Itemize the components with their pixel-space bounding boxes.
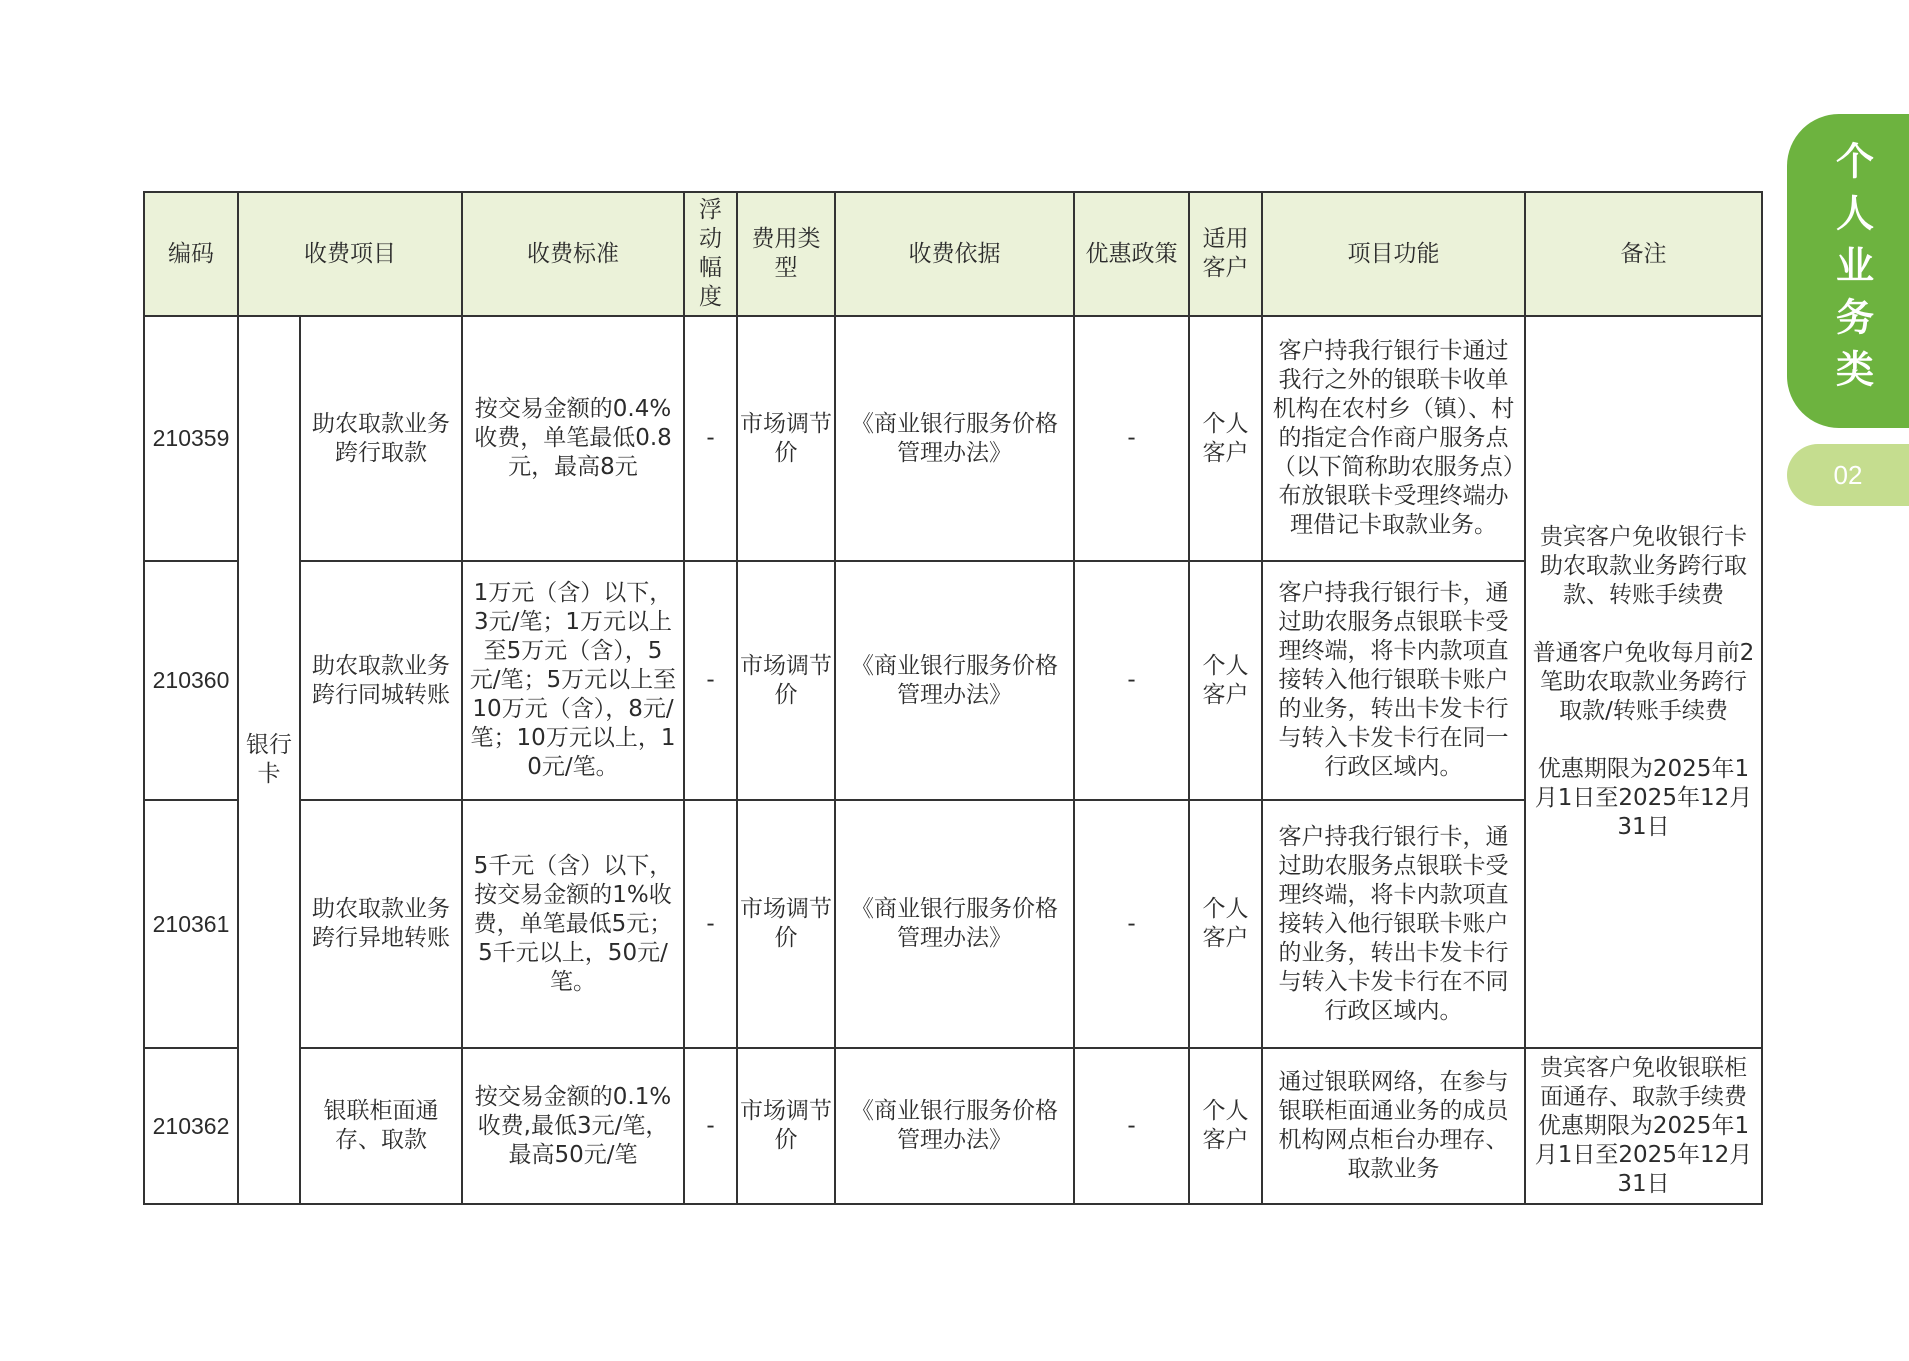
row-float: - (684, 561, 737, 800)
header-note: 备注 (1525, 192, 1762, 316)
row-item: 银联柜面通存、取款 (300, 1048, 462, 1204)
row-customer: 个人客户 (1189, 316, 1262, 561)
row-float: - (684, 800, 737, 1048)
header-float: 浮动幅度 (684, 192, 737, 316)
section-tab[interactable] (1787, 114, 1909, 428)
table-header-row (144, 192, 1762, 316)
row-basis: 《商业银行服务价格管理办法》 (835, 561, 1074, 800)
row-code: 210361 (144, 800, 238, 1048)
header-standard: 收费标准 (462, 192, 684, 316)
row-discount: - (1074, 1048, 1189, 1204)
row-fee-type: 市场调节价 (737, 316, 835, 561)
row-fee-type: 市场调节价 (737, 561, 835, 800)
row-basis: 《商业银行服务价格管理办法》 (835, 1048, 1074, 1204)
row-customer: 个人客户 (1189, 1048, 1262, 1204)
header-customer: 适用客户 (1189, 192, 1262, 316)
row-discount: - (1074, 316, 1189, 561)
row-code: 210360 (144, 561, 238, 800)
row-standard: 按交易金额的0.1%收费,最低3元/笔，最高50元/笔 (462, 1048, 684, 1204)
row-float: - (684, 1048, 737, 1204)
row-float: - (684, 316, 737, 561)
table-row (144, 800, 1762, 1048)
row-discount: - (1074, 800, 1189, 1048)
row-note-merged: 贵宾客户免收银行卡助农取款业务跨行取款、转账手续费 普通客户免收每月前2笔助农取款业务跨行取款/转账手续费 优惠期限为2025年1月1日至2025年12月31日 (1525, 316, 1762, 1048)
row-code: 210359 (144, 316, 238, 561)
row-function: 通过银联网络，在参与银联柜面通业务的成员机构网点柜台办理存、取款业务 (1262, 1048, 1525, 1204)
row-basis: 《商业银行服务价格管理办法》 (835, 800, 1074, 1048)
row-code: 210362 (144, 1048, 238, 1204)
section-tab-label: 个人业务类 (1829, 141, 1874, 401)
row-standard: 5千元（含）以下，按交易金额的1%收费，单笔最低5元；5千元以上，50元/笔。 (462, 800, 684, 1048)
table-row (144, 1048, 1762, 1204)
row-fee-type: 市场调节价 (737, 1048, 835, 1204)
row-function: 客户持我行银行卡，通过助农服务点银联卡受理终端，将卡内款项直接转入他行银联卡账户的业务，转出卡发卡行与转入卡发卡行在同一行政区域内。 (1262, 561, 1525, 800)
header-fee-type: 费用类型 (737, 192, 835, 316)
row-discount: - (1074, 561, 1189, 800)
row-note-last: 贵宾客户免收银联柜面通存、取款手续费 优惠期限为2025年1月1日至2025年12月31日 (1525, 1048, 1762, 1204)
row-customer: 个人客户 (1189, 800, 1262, 1048)
row-item: 助农取款业务跨行异地转账 (300, 800, 462, 1048)
row-fee-type: 市场调节价 (737, 800, 835, 1048)
row-function: 客户持我行银行卡通过我行之外的银联卡收单机构在农村乡（镇）、村的指定合作商户服务点（以下简称助农服务点）布放银联卡受理终端办理借记卡取款业务。 (1262, 316, 1525, 561)
header-item: 收费项目 (238, 192, 462, 316)
fee-table (143, 191, 1763, 1205)
table-row (144, 561, 1762, 800)
header-basis: 收费依据 (835, 192, 1074, 316)
category-cell: 银行卡 (238, 316, 300, 1204)
header-function: 项目功能 (1262, 192, 1525, 316)
row-standard: 1万元（含）以下，3元/笔；1万元以上至5万元（含），5元/笔；5万元以上至10万元（含），8元/笔；10万元以上，10元/笔。 (462, 561, 684, 800)
row-item: 助农取款业务跨行取款 (300, 316, 462, 561)
page-number-badge: 02 (1787, 444, 1909, 506)
row-item: 助农取款业务跨行同城转账 (300, 561, 462, 800)
table-row (144, 316, 1762, 561)
row-standard: 按交易金额的0.4%收费，单笔最低0.8元，最高8元 (462, 316, 684, 561)
row-function: 客户持我行银行卡，通过助农服务点银联卡受理终端，将卡内款项直接转入他行银联卡账户的业务，转出卡发卡行与转入卡发卡行在不同行政区域内。 (1262, 800, 1525, 1048)
header-discount: 优惠政策 (1074, 192, 1189, 316)
row-customer: 个人客户 (1189, 561, 1262, 800)
row-basis: 《商业银行服务价格管理办法》 (835, 316, 1074, 561)
header-code: 编码 (144, 192, 238, 316)
